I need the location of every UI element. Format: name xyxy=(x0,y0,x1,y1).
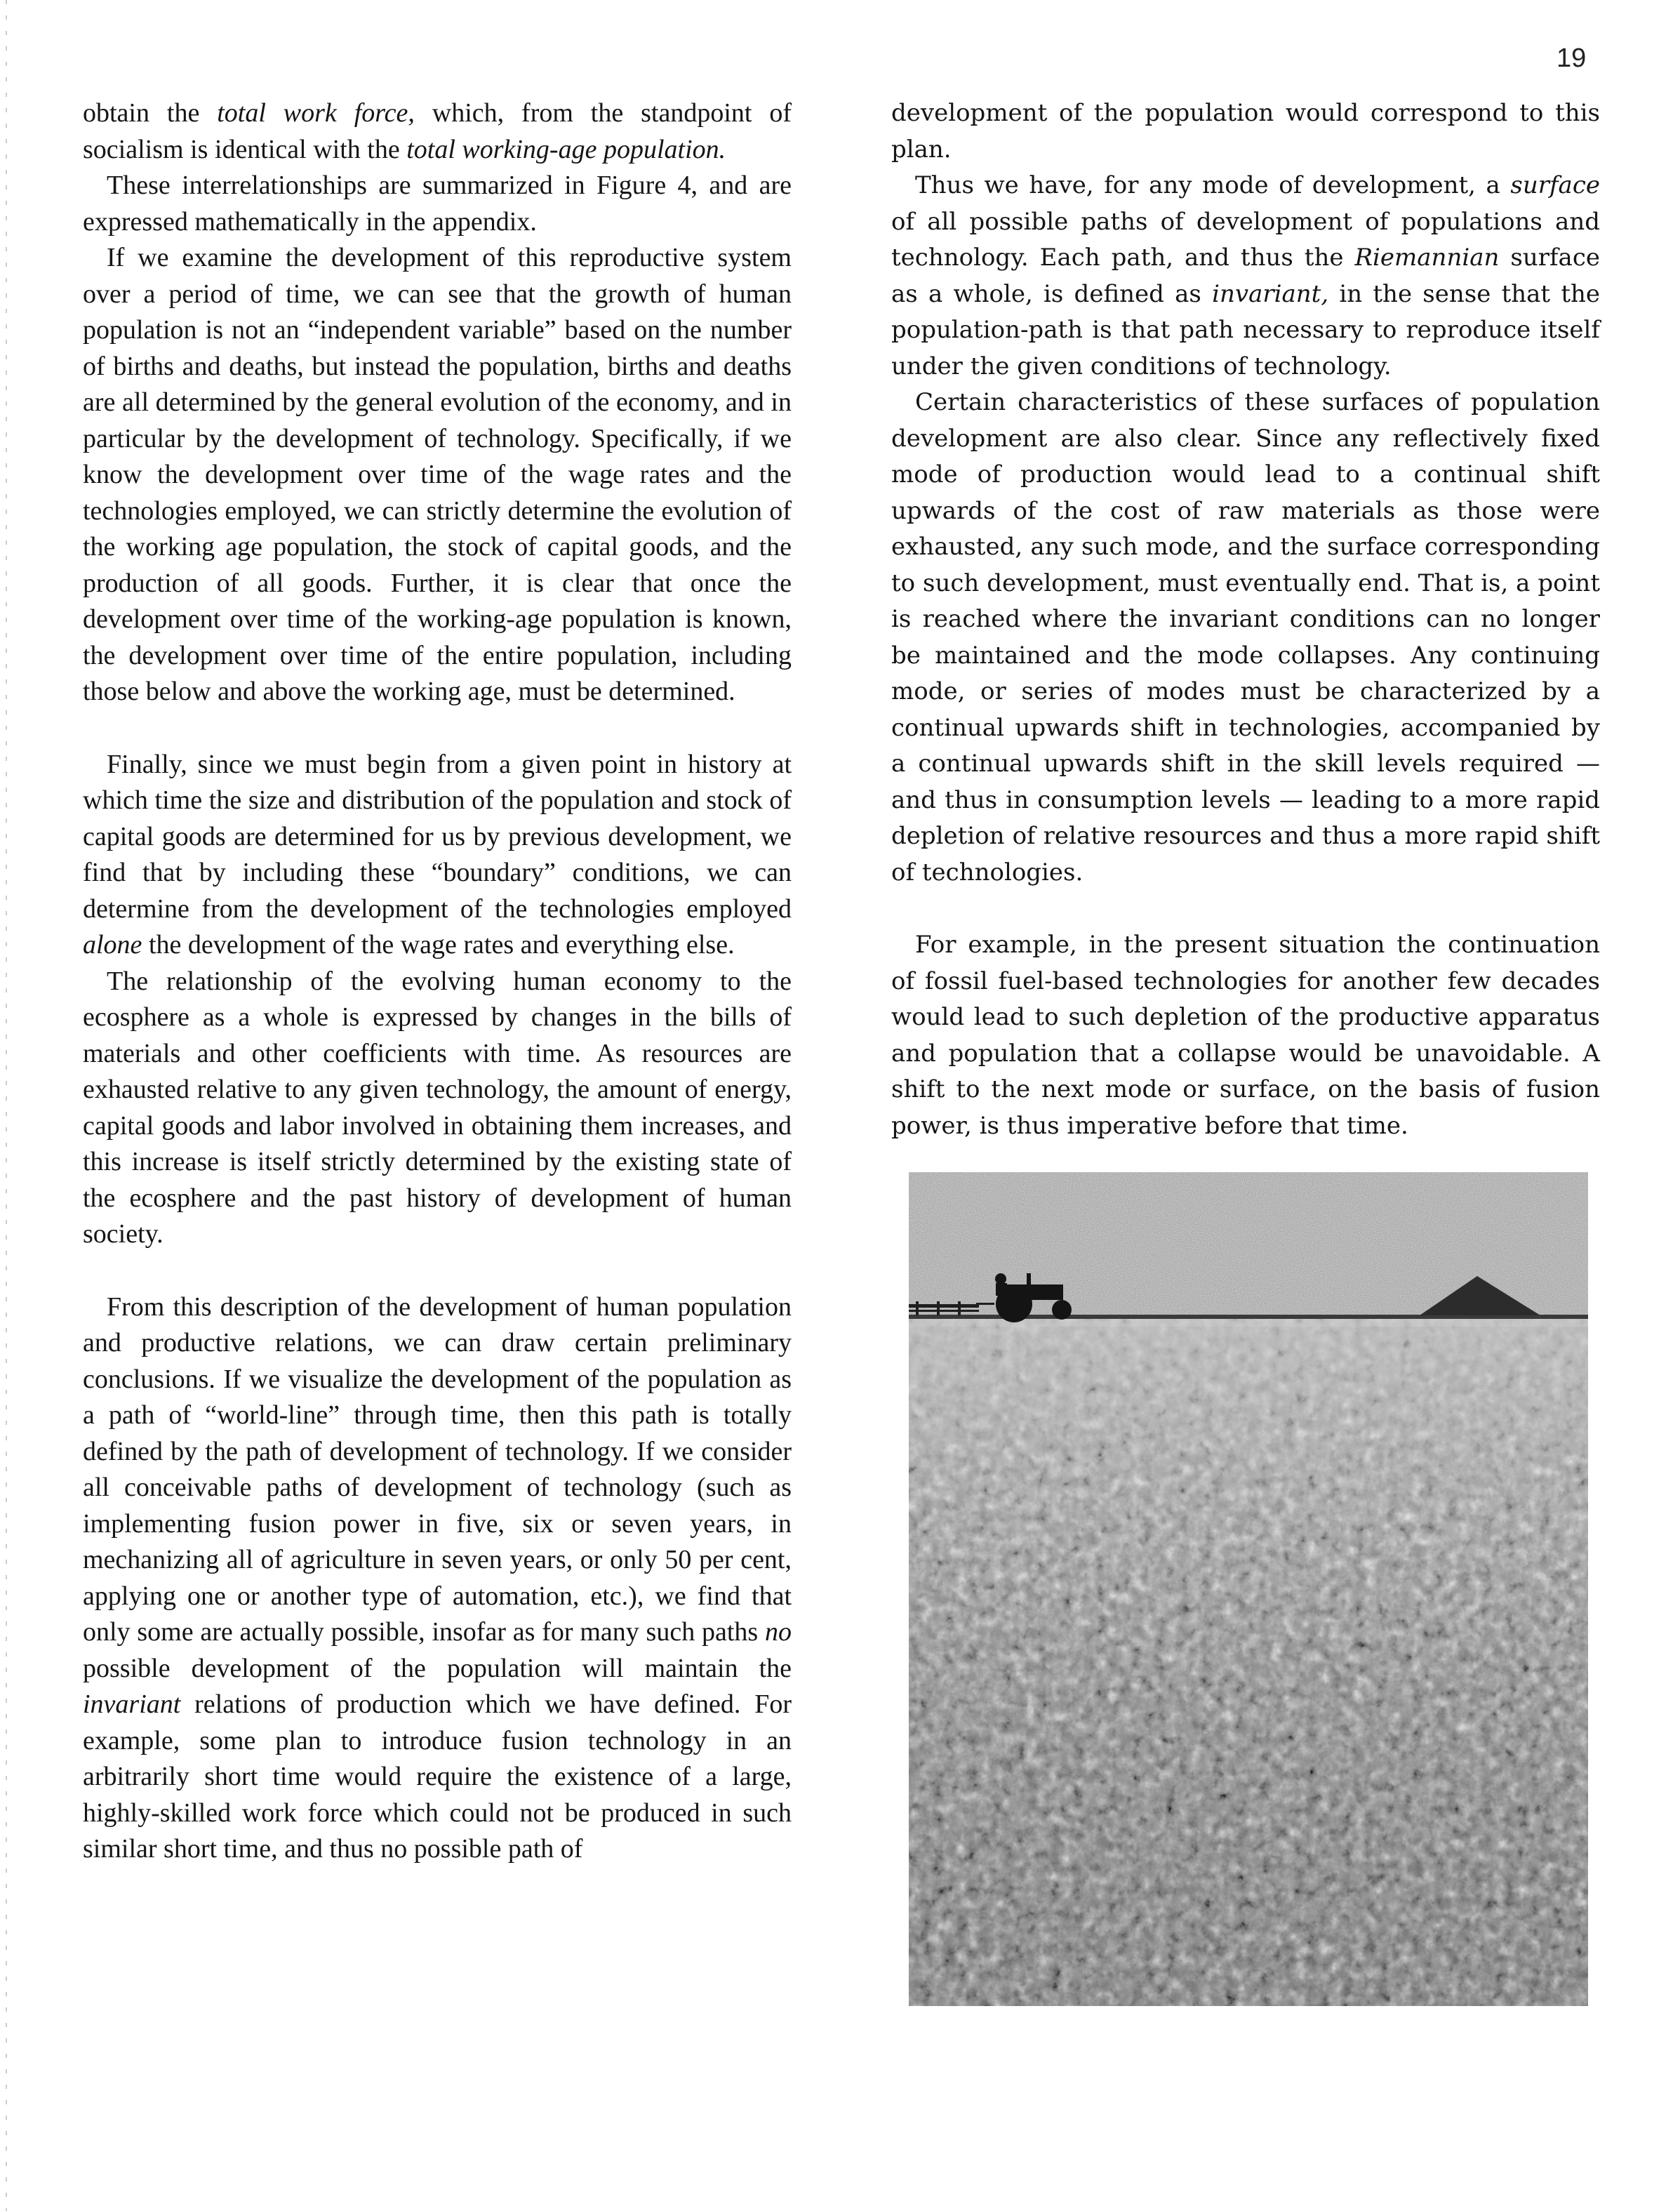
paragraph xyxy=(83,1289,792,1868)
italic-text: no xyxy=(765,1617,792,1647)
page-number: 19 xyxy=(1556,44,1587,73)
text-run: development of the population would correspond to this plan. xyxy=(891,99,1600,164)
scan-edge xyxy=(6,0,7,2211)
right-column xyxy=(891,95,1600,1144)
left-column xyxy=(83,95,792,1868)
text-run: relations of production which we have defined. For example, some plan to introduce fusion technology in an arbitrarily short time would require the existence of a large, highly-skilled work force which could not be produced in such similar short time, and thus no possible path of xyxy=(83,1689,792,1864)
text-run: Thus we have, for any mode of development, a xyxy=(915,171,1511,199)
italic-text: Riemannian xyxy=(1354,244,1500,272)
italic-text: total work force, xyxy=(217,98,415,128)
tractor-field-photo xyxy=(909,1172,1588,2006)
text-run: Finally, since we must begin from a given point in history at which time the size and distribution of the population and stock of capital goods are determined for us by previous development, we find that by including these “boundary” conditions, we can determine from the development of the technologies employed xyxy=(83,749,792,924)
paragraph xyxy=(83,240,792,710)
italic-text: invariant, xyxy=(1212,279,1329,308)
paragraph xyxy=(83,95,792,168)
text-run: obtain the xyxy=(83,98,218,128)
paragraph xyxy=(891,95,1600,168)
paragraph xyxy=(891,385,1600,891)
text-run: From this description of the development of human population and productive relations, we can draw certain preliminary conclusions. If we visualize the development of the population as a path of “world-line” through time, then this path is totally defined by the path of development of technology. If we consider all conceivable paths of development of technology (such as implementing fusion power in five, six or seven years, in mechanizing all of agriculture in seven years, or only 50 per cent, applying one or another type of automation, etc.), we find that only some are actually possible, insofar as for many such paths xyxy=(83,1292,792,1647)
text-run: in the sense that the population-path is that path necessary to reproduce itself under the given conditions of technology. xyxy=(891,279,1601,380)
text-run: If we examine the development of this reproductive system over a period of time, we can see that the growth of human population is not an “independent variable” based on the number of births and deaths, but instead the population, births and deaths are all determined by the general evolution of the economy, and in particular by the development of technology. Specifically, if we know the development over time of the wage rates and the technologies employed, we can strictly determine the evolution of the working age population, the stock of capital goods, and the production of all goods. Further, it is clear that once the development over time of the working-age population is known, the development over time of the entire population, including those below and above the working age, must be determined. xyxy=(83,243,792,706)
paragraph xyxy=(83,747,792,964)
italic-text: surface xyxy=(1510,171,1600,199)
text-run: the development of the wage rates and everything else. xyxy=(142,930,735,960)
italic-text: alone xyxy=(83,930,142,960)
text-run: surface as a whole, is defined as xyxy=(891,244,1600,308)
text-run: The relationship of the evolving human economy to the ecosphere as a whole is expressed by changes in the bills of materials and other coefficients with time. As resources are exhausted relative to any given technology, the amount of energy, capital goods and labor involved in obtaining them increases, and this increase is itself strictly determined by the existing state of the ecosphere and the past history of development of human society. xyxy=(83,966,792,1249)
text-run: These interrelationships are summarized in Figure 4, and are expressed mathematically in the appendix. xyxy=(83,171,792,237)
paragraph xyxy=(83,168,792,240)
paragraph xyxy=(83,964,792,1253)
text-run: Certain characteristics of these surfaces of population development are also clear. Since any reflectively fixed mode of production would lead to a continual shift upwards of the cost of raw materials as those were exhausted, any such mode, and the surface corresponding to such development, must eventually end. That is, a point is reached where the invariant conditions can no longer be maintained and the mode collapses. Any continuing mode, or series of modes must be characterized by a continual upwards shift in technologies, accompanied by a continual upwards shift in the skill levels required — and thus in consumption levels — leading to a more rapid depletion of relative resources and thus a more rapid shift of technologies. xyxy=(891,388,1600,887)
text-run: possible development of the population will maintain the xyxy=(83,1653,792,1683)
text-run: of all possible paths of development of populations and technology. Each path, and thus the xyxy=(891,207,1600,272)
paragraph xyxy=(891,168,1600,385)
italic-text: invariant xyxy=(83,1689,181,1719)
paragraph xyxy=(891,927,1600,1144)
italic-text: total working-age population. xyxy=(406,134,726,164)
text-run: For example, in the present situation the continuation of fossil fuel-based technologies for another few decades would lead to such depletion of the productive apparatus and population that a collapse would be unavoidable. A shift to the next mode or surface, on the basis of fusion power, is thus imperative before that time. xyxy=(891,931,1600,1140)
text-run: which, from the standpoint of socialism is identical with the xyxy=(83,98,792,164)
